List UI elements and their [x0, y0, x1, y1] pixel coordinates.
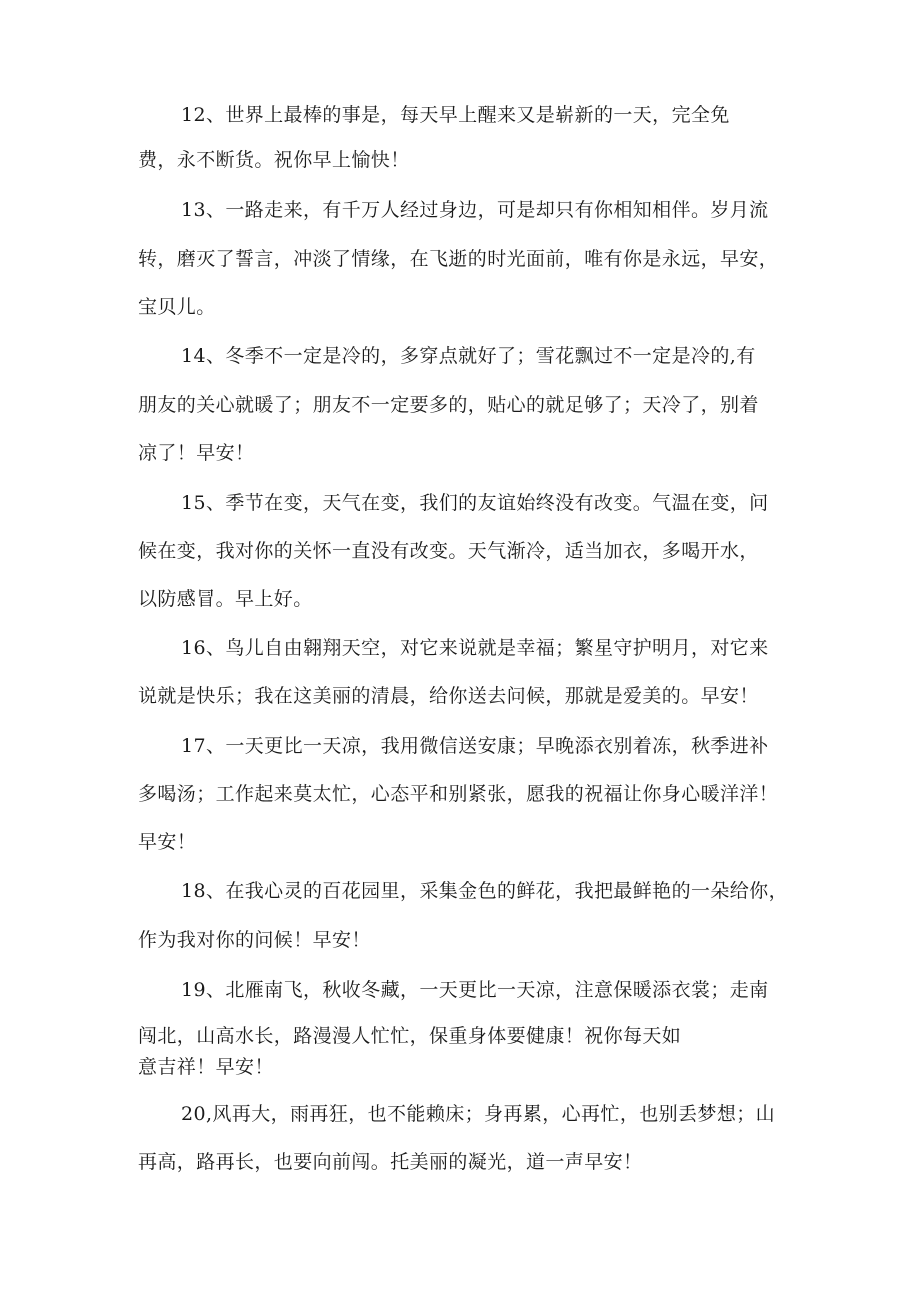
paragraph-line: 作为我对你的问候！早安！ [138, 929, 371, 951]
paragraph-line: 13、一路走来，有千万人经过身边，可是却只有你相知相伴。岁月流 [181, 199, 769, 221]
paragraph-line: 以防感冒。早上好。 [138, 588, 313, 610]
paragraph-line: 意吉祥！早安！ [138, 1056, 274, 1078]
paragraph-line: 宝贝儿。 [138, 296, 216, 318]
paragraph-line: 早安！ [138, 831, 197, 853]
paragraph-line: 朋友的关心就暖了；朋友不一定要多的，贴心的就足够了；天冷了，别着 [138, 394, 759, 416]
paragraph-line: 说就是快乐；我在这美丽的清晨，给你送去问候，那就是爱美的。早安！ [138, 685, 759, 707]
paragraph-line: 15、季节在变，天气在变，我们的友谊始终没有改变。气温在变，问 [181, 492, 769, 514]
paragraph-line: 候在变，我对你的关怀一直没有改变。天气渐冷，适当加衣，多喝开水， [138, 540, 759, 562]
paragraph-line: 凉了！早安！ [138, 442, 255, 464]
paragraph-line: 19、北雁南飞，秋收冬藏，一天更比一天凉，注意保暖添衣裳；走南 [181, 979, 769, 1001]
paragraph-line: 再高，路再长，也要向前闯。托美丽的凝光，道一声早安！ [138, 1151, 643, 1173]
paragraph-line: 多喝汤；工作起来莫太忙，心态平和别紧张，愿我的祝福让你身心暖洋洋！ [138, 783, 779, 805]
paragraph-line: 12、世界上最棒的事是，每天早上醒来又是崭新的一天，完全免 [181, 104, 730, 126]
paragraph-line: 闯北，山高水长，路漫漫人忙忙，保重身体要健康！祝你每天如 [138, 1025, 682, 1047]
paragraph-line: 20,风再大，雨再狂，也不能赖床；身再累，心再忙，也别丢梦想；山 [181, 1103, 776, 1125]
paragraph-line: 16、鸟儿自由翱翔天空，对它来说就是幸福；繁星守护明月，对它来 [181, 637, 769, 659]
paragraph-line: 17、一天更比一天凉，我用微信送安康；早晚添衣别着冻，秋季进补 [181, 735, 769, 757]
paragraph-line: 费，永不断货。祝你早上愉快！ [138, 149, 410, 171]
paragraph-line: 14、冬季不一定是冷的，多穿点就好了；雪花飘过不一定是冷的,有 [181, 345, 756, 367]
paragraph-line: 转，磨灭了誓言，冲淡了情缘，在飞逝的时光面前，唯有你是永远，早安， [138, 248, 779, 270]
paragraph-line: 18、在我心灵的百花园里，采集金色的鲜花，我把最鲜艳的一朵给你， [181, 880, 788, 902]
